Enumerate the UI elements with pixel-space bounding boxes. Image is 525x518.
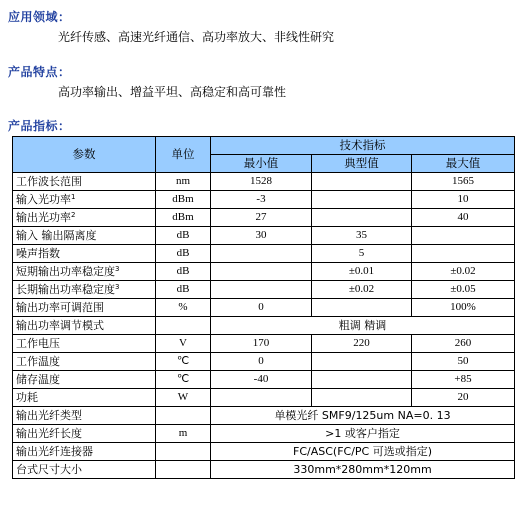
typ-value-cell: 35 [312,227,412,245]
unit-cell: % [156,299,211,317]
param-cell [13,317,156,335]
param-label: 台式尺寸大小 [16,463,82,476]
merged-value-cell: 单模光纤 SMF9/125um NA=0. 13 [211,407,515,425]
unit-cell: dB [156,263,211,281]
param-cell [13,335,156,353]
application-text: 光纤传感、高速光纤通信、高功率放大、非线性研究 [58,30,335,44]
table-row [13,227,515,245]
unit-cell: dB [156,281,211,299]
param-cell [13,191,156,209]
param-cell [13,461,156,479]
table-row [13,335,515,353]
min-value-cell [211,263,312,281]
unit-cell: V [156,335,211,353]
max-value-cell: 20 [412,389,515,407]
unit-cell [156,461,211,479]
typ-value-cell: 5 [312,245,412,263]
min-value-cell: 1528 [211,173,312,191]
typ-value-cell [312,371,412,389]
footnote-marker: 3 [115,265,120,273]
param-label: 短期输出功率稳定度 [16,265,115,278]
merged-value-cell: 粗调 精调 [211,317,515,335]
max-value-cell [412,227,515,245]
unit-cell [156,443,211,461]
features-title: 产品特点： [8,65,71,79]
unit-cell: W [156,389,211,407]
footnote-marker: 3 [115,283,120,291]
min-value-cell: 0 [211,353,312,371]
application-title: 应用领域： [8,10,71,24]
typ-value-cell: ±0.01 [312,263,412,281]
param-label: 噪声指数 [16,247,60,260]
unit-cell [156,407,211,425]
param-label: 功耗 [16,391,38,404]
min-value-cell [211,389,312,407]
param-label: 工作温度 [16,355,60,368]
min-value-cell [211,245,312,263]
table-row [13,317,515,335]
typ-value-cell [312,191,412,209]
param-label: 储存温度 [16,373,60,386]
min-value-cell [211,281,312,299]
param-cell [13,263,156,281]
typ-value-cell [312,209,412,227]
table-row [13,371,515,389]
table-row [13,461,515,479]
table-row [13,281,515,299]
header-min: 最小值 [211,155,312,173]
min-value-cell: 0 [211,299,312,317]
max-value-cell: +85 [412,371,515,389]
max-value-cell [412,245,515,263]
param-label: 工作波长范围 [16,175,82,188]
param-label: 输出功率调节模式 [16,319,104,332]
param-label: 输出光纤类型 [16,409,82,422]
header-param: 参数 [13,137,156,173]
header-unit: 单位 [156,137,211,173]
max-value-cell: 40 [412,209,515,227]
param-cell [13,371,156,389]
param-label: 输出光纤长度 [16,427,82,440]
max-value-cell: 1565 [412,173,515,191]
max-value-cell: 100% [412,299,515,317]
table-row [13,299,515,317]
min-value-cell: 170 [211,335,312,353]
features-text: 高功率输出、增益平坦、高稳定和高可靠性 [58,85,287,99]
min-value-cell: 27 [211,209,312,227]
footnote-marker: 2 [71,211,76,219]
header-max: 最大值 [412,155,515,173]
table-row [13,245,515,263]
table-row [13,425,515,443]
param-cell [13,227,156,245]
footnote-marker: 1 [71,193,76,201]
table-row [13,209,515,227]
param-label: 长期输出功率稳定度 [16,283,115,296]
typ-value-cell [312,299,412,317]
table-row [13,191,515,209]
merged-value-cell: 330mm*280mm*120mm [211,461,515,479]
merged-value-cell: FC/ASC(FC/PC 可选或指定) [211,443,515,461]
max-value-cell: 260 [412,335,515,353]
table-row [13,443,515,461]
table-row [13,389,515,407]
unit-cell: dB [156,245,211,263]
unit-cell [156,317,211,335]
unit-cell: ℃ [156,353,211,371]
unit-cell: dBm [156,209,211,227]
typ-value-cell [312,173,412,191]
table-row [13,407,515,425]
table-row [13,263,515,281]
unit-cell: nm [156,173,211,191]
header-typ: 典型值 [312,155,412,173]
specs-title: 产品指标： [8,119,71,133]
param-cell [13,389,156,407]
param-cell [13,299,156,317]
max-value-cell: 50 [412,353,515,371]
param-label: 输入 输出隔离度 [16,229,97,242]
typ-value-cell: ±0.02 [312,281,412,299]
unit-cell: ℃ [156,371,211,389]
param-cell [13,443,156,461]
typ-value-cell [312,353,412,371]
param-cell [13,425,156,443]
unit-cell: m [156,425,211,443]
typ-value-cell: 220 [312,335,412,353]
typ-value-cell [312,389,412,407]
param-cell [13,209,156,227]
max-value-cell: ±0.02 [412,263,515,281]
header-tech: 技术指标 [211,137,515,155]
param-label: 工作电压 [16,337,60,350]
table-row [13,173,515,191]
max-value-cell: ±0.05 [412,281,515,299]
param-label: 输出光功率 [16,211,71,224]
min-value-cell: 30 [211,227,312,245]
min-value-cell: -40 [211,371,312,389]
param-cell [13,173,156,191]
table-row [13,353,515,371]
min-value-cell: -3 [211,191,312,209]
unit-cell: dBm [156,191,211,209]
merged-value-cell: >1 或客户指定 [211,425,515,443]
spec-table [12,136,515,479]
param-label: 输出光纤连接器 [16,445,93,458]
param-cell [13,407,156,425]
unit-cell: dB [156,227,211,245]
param-cell [13,353,156,371]
param-cell [13,245,156,263]
max-value-cell: 10 [412,191,515,209]
param-label: 输入光功率 [16,193,71,206]
param-label: 输出功率可调范围 [16,301,104,314]
param-cell [13,281,156,299]
